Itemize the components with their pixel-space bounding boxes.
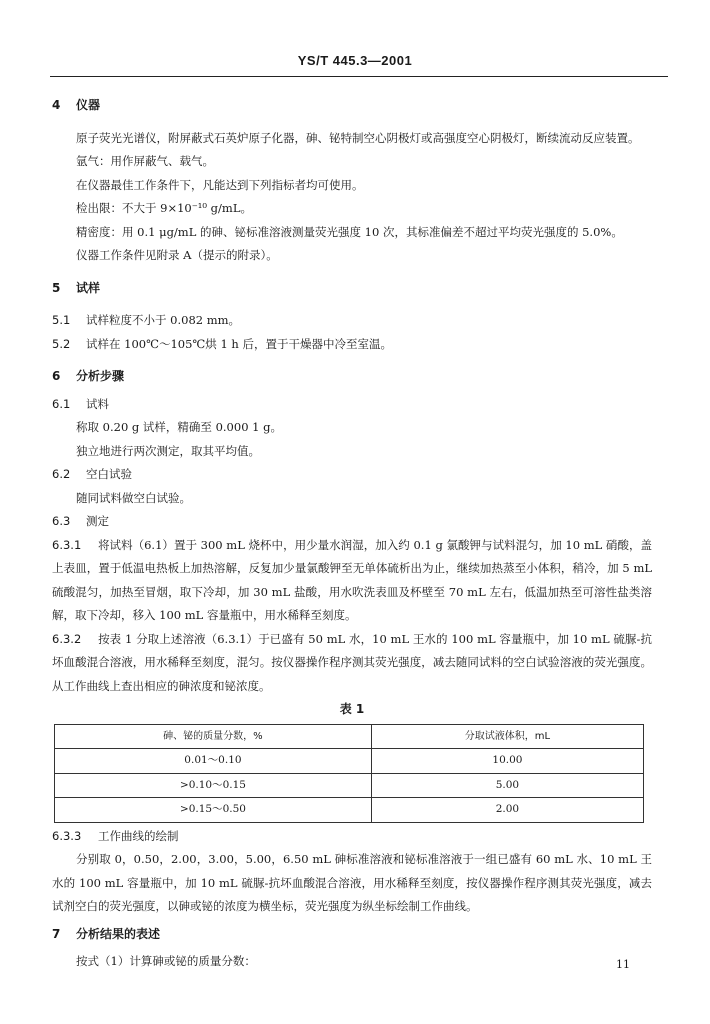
paragraph: 原子荧光光谱仪，附屏蔽式石英炉原子化器，砷、铋特制空心阴极灯或高强度空心阴极灯，断续流动反应装置。: [76, 130, 640, 145]
section-number: 7: [52, 926, 61, 941]
table-cell: 5.00: [371, 773, 643, 798]
paragraph: 独立地进行两次测定，取其平均值。: [76, 443, 260, 458]
clause-number: 6.3.2: [52, 631, 82, 646]
table-cell: 10.00: [371, 749, 643, 774]
section-title: 分析结果的表述: [76, 926, 161, 941]
clause-title: 工作曲线的绘制: [98, 828, 179, 843]
section-number: 4: [52, 98, 61, 112]
clause-title: 测定: [86, 514, 109, 528]
section-number: 6: [52, 369, 61, 383]
clause-6-3-heading: [52, 510, 652, 534]
table-row: [55, 749, 644, 774]
standard-number-header: YS/T 445.3—2001: [297, 53, 413, 68]
paragraph: 精密度：用 0.1 μg/mL 的砷、铋标准溶液测量荧光强度 10 次，其标准偏差不超过平均荧光强度的 5.0%。: [76, 224, 623, 239]
table-title: 表 1: [339, 702, 365, 716]
page-number: 11: [616, 958, 630, 971]
paragraph: 分别取 0，0.50，2.00，3.00，5.00，6.50 mL 砷标准溶液和铋标准溶液于一组已盛有 60 mL 水、10 mL 王水的 100 mL 容量瓶中，加 10 mL 硫脲-抗坏血酸混合溶液，用水稀释至刻度，按仪器操作程序测其荧光强度，减去试剂空白的荧光强度，以砷或铋的浓度为横坐标，荧光强度为纵坐标绘制工作曲线。: [52, 852, 652, 913]
table-row: [55, 798, 644, 823]
table-row: [55, 773, 644, 798]
column-header: 分取试液体积，mL: [371, 724, 643, 749]
document-body: [52, 94, 652, 974]
clause-number: 6.2: [52, 467, 71, 481]
clause-text: 试样在 100℃～105℃烘 1 h 后，置于干燥器中冷至室温。: [86, 336, 392, 351]
clause-number: 6.3.3: [52, 828, 82, 843]
paragraph: 检出限：不大于 9×10⁻¹⁰ g/mL。: [76, 201, 252, 215]
section-4-heading: [52, 94, 652, 118]
table-cell: >0.10～0.15: [55, 773, 372, 798]
clause-6-1-heading: [52, 393, 652, 417]
table-cell: 0.01～0.10: [55, 749, 372, 774]
paragraph: 在仪器最佳工作条件下，凡能达到下列指标者均可使用。: [76, 177, 364, 192]
column-header: 砷、铋的质量分数，%: [55, 724, 372, 749]
clause-title: 试料: [86, 396, 109, 411]
paragraph: 称取 0.20 g 试样，精确至 0.000 1 g。: [76, 420, 282, 434]
paragraph: 氩气：用作屏蔽气、载气。: [76, 154, 214, 168]
section-title: 分析步骤: [76, 369, 125, 383]
clause-6-2-heading: [52, 463, 652, 487]
clause-text: 试样粒度不小于 0.082 mm。: [86, 313, 241, 327]
section-title: 试样: [76, 280, 101, 295]
clause-6-3-1: [52, 534, 652, 628]
paragraph: 仪器工作条件见附录 A（提示的附录）。: [76, 248, 278, 262]
table-cell: 2.00: [371, 798, 643, 823]
clause-5-1: [52, 309, 652, 333]
clause-6-3-3-heading: [52, 825, 652, 849]
dilution-table: [54, 724, 644, 823]
clause-text: 将试料（6.1）置于 300 mL 烧杯中，用少量水润湿，加入约 0.1 g 氯酸钾与试料混匀，加 10 mL 硝酸，盖上表皿，置于低温电热板上加热溶解，反复加少量氯酸钾至无单体硫析出为止，继续加热蒸至小体积，稍冷，加 5 mL 硫酸混匀，加热至冒烟，取下冷却，加 30 mL 盐酸，用水吹洗表皿及杯壁至 70 mL 左右，低温加热至可溶性盐类溶解，取下冷却，移入 100 mL 容量瓶中，用水稀释至刻度。: [52, 537, 652, 622]
section-number: 5: [52, 280, 61, 295]
clause-number: 6.3: [52, 514, 71, 528]
clause-6-3-2: [52, 628, 652, 699]
clause-number: 5.1: [52, 313, 71, 327]
clause-number: 6.3.1: [52, 537, 82, 552]
table-cell: >0.15～0.50: [55, 798, 372, 823]
clause-text: 按表 1 分取上述溶液（6.3.1）于已盛有 50 mL 水，10 mL 王水的 100 mL 容量瓶中，加 10 mL 硫脲-抗坏血酸混合溶液，用水稀释至刻度，混匀。按仪器操作程序测其荧光强度，减去随同试料的空白试验溶液的荧光强度。从工作曲线上查出相应的砷浓度和铋浓度。: [52, 631, 652, 693]
clause-number: 5.2: [52, 336, 71, 351]
header-rule: [50, 76, 668, 77]
section-title: 仪器: [76, 98, 101, 112]
clause-number: 6.1: [52, 396, 71, 411]
paragraph: 随同试料做空白试验。: [76, 490, 191, 505]
table-header-row: [55, 724, 644, 749]
paragraph: 按式（1）计算砷或铋的质量分数：: [76, 954, 256, 968]
section-6-heading: [52, 365, 652, 389]
clause-title: 空白试验: [86, 467, 132, 481]
section-5-heading: [52, 277, 652, 301]
clause-5-2: [52, 333, 652, 357]
section-7-heading: [52, 923, 652, 947]
